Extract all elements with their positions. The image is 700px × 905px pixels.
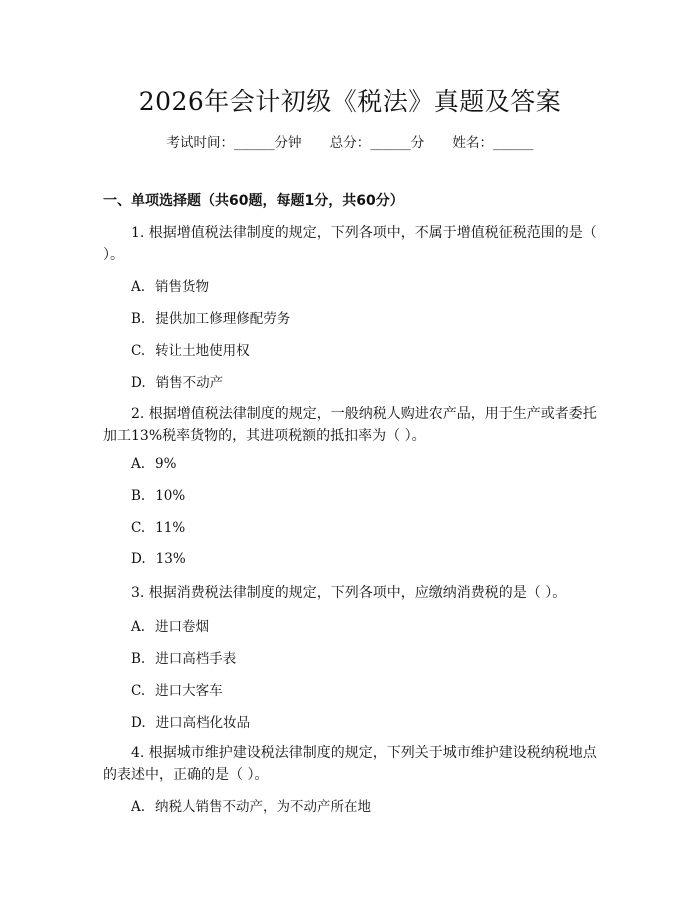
student-name: 姓名：______ (452, 135, 534, 151)
option-text: 进口高档手表 (155, 651, 237, 667)
exam-meta (0, 131, 700, 151)
option-letter: C. (131, 683, 146, 699)
option-letter: D. (131, 715, 146, 731)
option-text: 进口卷烟 (155, 619, 210, 635)
document-title: 2026年会计初级《税法》真题及答案 (138, 87, 562, 116)
question-text: 2. 根据增值税法律制度的规定，一般纳税人购进农产品，用于生产或者委托加工13%税率货物的，其进项税额的抵扣率为（ ）。 (103, 406, 597, 444)
exam-time: 考试时间：______分钟 (166, 135, 302, 151)
option-text: 纳税人销售不动产，为不动产所在地 (155, 799, 372, 815)
option-letter: B. (131, 311, 146, 327)
option-3b (131, 647, 236, 667)
option-2b (131, 488, 185, 504)
option-text: 提供加工修理修配劳务 (155, 311, 291, 327)
option-text: 进口高档化妆品 (155, 715, 251, 731)
option-letter: C. (131, 520, 146, 536)
option-letter: D. (131, 375, 146, 391)
option-letter: A. (131, 799, 146, 815)
option-3d (131, 711, 250, 731)
option-letter: C. (131, 343, 146, 359)
option-2d (131, 551, 186, 567)
option-letter: B. (131, 651, 146, 667)
question-4 (103, 742, 598, 786)
section-heading: 一、单项选择题（共60题，每题1分，共60分） (103, 193, 404, 209)
option-1c (131, 339, 250, 359)
option-text: 9% (155, 456, 177, 472)
option-3a (131, 615, 209, 635)
option-1a (131, 275, 209, 295)
option-text: 11% (155, 520, 186, 536)
option-1b (131, 307, 290, 327)
option-letter: D. (131, 551, 146, 567)
option-2c (131, 520, 185, 536)
question-text: 3. 根据消费税法律制度的规定，下列各项中，应缴纳消费税的是（ ）。 (131, 585, 567, 601)
option-2a (131, 456, 176, 472)
option-letter: B. (131, 488, 146, 504)
total-score: 总分：______分 (329, 135, 425, 151)
option-text: 13% (155, 551, 186, 567)
question-3 (103, 582, 598, 604)
question-text: 1. 根据增值税法律制度的规定，下列各项中，不属于增值税征税范围的是（ ）。 (103, 225, 597, 263)
question-text: 4. 根据城市维护建设税法律制度的规定，下列关于城市维护建设税纳税地点的表述中，正确的是（ ）。 (103, 745, 597, 783)
option-1d (131, 371, 223, 391)
option-letter: A. (131, 619, 146, 635)
option-text: 进口大客车 (155, 683, 223, 699)
option-text: 10% (155, 488, 186, 504)
question-1 (103, 222, 598, 266)
option-text: 转让土地使用权 (155, 343, 250, 359)
option-3c (131, 679, 223, 699)
option-text: 销售货物 (155, 279, 210, 295)
option-text: 销售不动产 (155, 375, 224, 391)
option-letter: A. (131, 279, 146, 295)
option-letter: A. (131, 456, 146, 472)
question-2 (103, 403, 598, 447)
option-4a (131, 795, 371, 815)
